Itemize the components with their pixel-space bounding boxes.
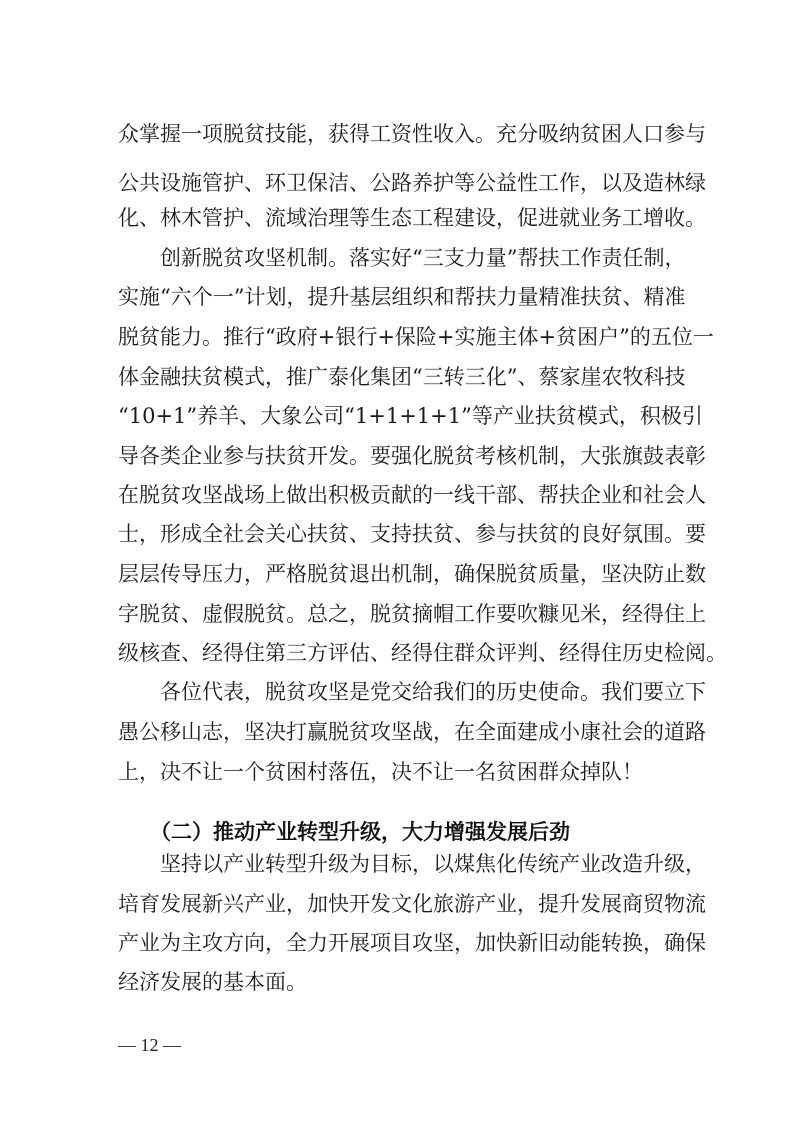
text-line: 化、林木管护、流域治理等生态工程建设，促进就业务工增收。: [118, 206, 706, 230]
paragraph-lead: 创新脱贫攻坚机制。: [160, 246, 349, 270]
text-line: 字脱贫、虚假脱贫。总之，脱贫摘帽工作要吹糠见米，经得住上: [118, 602, 706, 626]
text-line: 公共设施管护、环卫保洁、公路养护等公益性工作，以及造林绿: [118, 171, 706, 195]
text-line: 上，决不让一个贫困村落伍，决不让一名贫困群众掉队！: [118, 760, 643, 784]
section-heading: （二）推动产业转型升级，大力增强发展后劲: [150, 820, 570, 844]
text-line: 导各类企业参与扶贫开发。要强化脱贫考核机制，大张旗鼓表彰: [118, 444, 706, 468]
text-line: 各位代表，脱贫攻坚是党交给我们的历史使命。我们要立下: [160, 680, 706, 704]
text-line: 培育发展新兴产业，加快开发文化旅游产业，提升发展商贸物流: [118, 892, 706, 916]
text-line: 经济发展的基本面。: [118, 970, 307, 994]
text-line: 脱贫能力。推行“政府+银行+保险+实施主体+贫困户”的五位一: [118, 325, 714, 349]
text-line: 坚持以产业转型升级为目标，以煤焦化传统产业改造升级，: [160, 852, 706, 876]
text-line: 体金融扶贫模式，推广泰化集团“三转三化”、蔡家崖农牧科技: [118, 365, 686, 389]
text-line: 愚公移山志，坚决打赢脱贫攻坚战，在全面建成小康社会的道路: [118, 720, 706, 744]
text-line: 众掌握一项脱贫技能，获得工资性收入。充分吸纳贫困人口参与: [118, 122, 706, 146]
text-line: 级核查、经得住第三方评估、经得住群众评判、经得住历史检阅。: [118, 641, 727, 665]
paragraph-first-line: [160, 245, 686, 271]
text-line: 士，形成全社会关心扶贫、支持扶贫、参与扶贫的良好氛围。要: [118, 522, 706, 546]
page-number: — 12 —: [118, 1035, 181, 1055]
text-line: 在脱贫攻坚战场上做出积极贡献的一线干部、帮扶企业和社会人: [118, 483, 706, 507]
text-line: 层层传导压力，严格脱贫退出机制，确保脱贫质量，坚决防止数: [118, 562, 706, 586]
paragraph-lead-rest: 落实好“三支力量”帮扶工作责任制，: [349, 246, 686, 270]
text-line: 实施“六个一”计划，提升基层组织和帮扶力量精准扶贫、精准: [118, 285, 686, 309]
text-line: “10+1”养羊、大象公司“1+1+1+1”等产业扶贫模式，积极引: [118, 404, 703, 428]
text-line: 产业为主攻方向，全力开展项目攻坚，加快新旧动能转换，确保: [118, 931, 706, 955]
